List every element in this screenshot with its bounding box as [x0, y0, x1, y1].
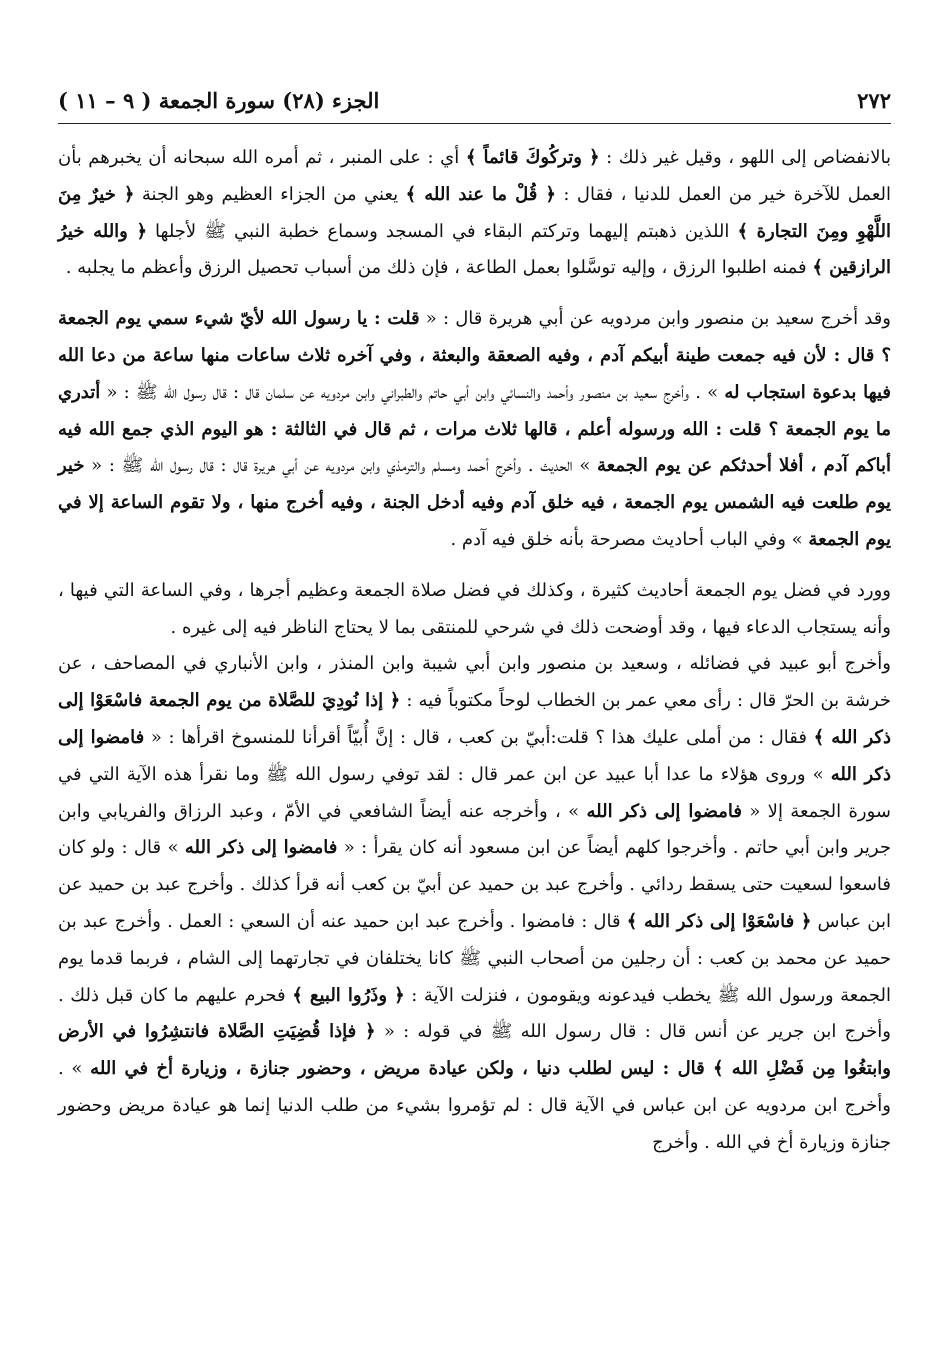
commentary-text: فقال : من أملى عليك هذا ؟ قلت:أبيّ بن كعب ، قال : إنَّ أُبيّاً أقرأنا للمنسوخ اقرأها : «: [144, 726, 814, 748]
page-header: [58, 88, 891, 118]
quoted-text: ﴿ فاسْعَوْا إلى ذكر الله ﴾: [626, 910, 812, 932]
page-body: [58, 140, 891, 1162]
quoted-text: ﴿ فإذا قُضِيَتِ الصَّلاة فانتشِرُوا في الأرض وابتغُوا مِن فَضْلِ الله ﴾ قال : ليس لطلب دنيا ، ولكن عيادة مريض ، وحضور جنازة ، وزيارة أخ في الله: [58, 1021, 891, 1080]
quoted-text: ﴿ خيرٌ مِنَ اللَّهْوِ ومِنَ التجارة ﴾: [58, 183, 892, 242]
paragraph-1: [58, 140, 891, 287]
commentary-text: » وروى هؤلاء ما عدا أبا عبيد عن ابن عمر قال : لقد توفي رسول الله ﷺ وما نقرأ هذه الآية التي في سورة الجمعة إلا «: [58, 763, 892, 822]
commentary-text: » وفي الباب أحاديث مصرحة بأنه خلق فيه آدم .: [450, 528, 809, 550]
quoted-text: فامضوا إلى ذكر الله: [184, 837, 338, 859]
commentary-text: فمنه اطلبوا الرزق ، وإليه توسَّلوا بعمل الطاعة ، فإن ذلك من أسباب تحصيل الرزق وأعظم ما يجلبه .: [65, 257, 813, 279]
commentary-text: » قال : ولو كان فاسعوا لسعيت حتى يسقط ردائي . وأخرج عبد بن حميد عن أبيّ بن كعب أنه قرأ كذلك . وأخرج عبد بن حميد عن ابن عباس: [58, 837, 892, 932]
quoted-text: خير يوم طلعت فيه الشمس يوم الجمعة ، فيه خلق آدم وفيه أدخل الجنة ، وفيه أخرج منها ، ولا تقوم الساعة إلا في يوم الجمعة: [58, 455, 891, 550]
commentary-text: » الحديث . وأخرج أحمد ومسلم والترمذي وابن مردويه عن أبي هريرة قال : قال رسول الله ﷺ : «: [84, 455, 597, 477]
quoted-text: فامضوا إلى ذكر الله: [586, 800, 742, 822]
commentary-text: » . وأخرج سعيد بن منصور وأحمد والنسائي وابن أبي حاتم والطبراني وابن مردويه عن سلمان قال : قال رسول الله ﷺ : «: [100, 381, 725, 403]
quoted-text: ﴿ إذا نُودِيَ للصَّلاة من يوم الجمعة فاسْعَوْا إلى ذكر الله ﴾: [58, 690, 891, 748]
header-rule: [58, 123, 891, 124]
commentary-text: وقد أخرج سعيد بن منصور وابن مردويه عن أبي هريرة قال : «: [419, 308, 891, 330]
quoted-text: ﴿ والله خيرُ الرازقين ﴾: [58, 220, 891, 279]
paragraph-3: [58, 573, 891, 647]
commentary-text: قال : فامضوا . وأخرج عبد ابن حميد عنه أن السعي : العمل . وأخرج عبد بن حميد عن محمد بن كعب : أن رجلين من أصحاب النبي ﷺ كانا يختلفان في تجارتهما إلى الشام ، فربما قدما يوم الجمعة ورسول الله ﷺ يخطب فيدعونه ويقومون ، فنزلت الآية :: [58, 910, 891, 1006]
commentary-text: أي : على المنبر ، ثم أمره الله سبحانه أن يخبرهم بأن العمل للآخرة خير من العمل للدنيا ، فقال :: [58, 147, 892, 205]
running-title: الجزء (٢٨) سورة الجمعة ( ٩ – ١١ ): [58, 88, 380, 113]
commentary-text: » . وأخرج ابن مردويه عن ابن عباس في الآية قال : لم تؤمروا بشيء من طلب الدنيا إنما هو عيادة مريض وحضور جنازة وزيارة أخ في الله . وأخرج: [58, 1058, 891, 1153]
quoted-text: فامضوا إلى ذكر الله: [58, 726, 891, 785]
commentary-text: بالانفضاص إلى اللهو ، وقيل غير ذلك :: [599, 147, 891, 168]
paragraph-4: [58, 646, 891, 1161]
quoted-text: ﴿ وذَرُوا البيع ﴾: [292, 984, 405, 1006]
commentary-text: » ، وأخرجه عنه أيضاً الشافعي في الأمّ ، وعبد الرزاق والفريابي وابن جرير وابن أبي حاتم . وأخرجوا كلهم أيضاً عن ابن مسعود أنه كان يقرأ : «: [58, 800, 891, 859]
commentary-text: اللذين ذهبتم إليهما وتركتم البقاء في المسجد وسماع خطبة النبي ﷺ لأجلها: [147, 220, 738, 242]
quoted-text: ﴿ وتركُوكَ قائماً ﴾: [465, 147, 600, 168]
paragraph-2: [58, 301, 891, 559]
commentary-text: يعني من الجزاء العظيم وهو الجنة: [134, 183, 406, 205]
commentary-text: وورد في فضل يوم الجمعة أحاديث كثيرة ، وكذلك في فضل صلاة الجمعة وعظيم أجرها ، وفي الساعة التي فيها ، وأنه يستجاب الدعاء فيها ، وقد أوضحت ذلك في شرحي للمنتقى بما لا يحتاج الناظر فيه إلى غيره .: [58, 579, 892, 638]
quoted-text: أتدري ما يوم الجمعة ؟ قلت : الله ورسوله أعلم ، قالها ثلاث مرات ، ثم قال في الثالثة : هو اليوم الذي جمع الله فيه أباكم آدم ، أفلا أحدثكم عن يوم الجمعة: [58, 381, 891, 477]
commentary-text: وأخرج أبو عبيد في فضائله ، وسعيد بن منصور وابن أبي شيبة وابن المنذر ، وابن الأنباري في المصاحف ، عن خرشة بن الحرّ قال : رأى معي عمر بن الخطاب لوحاً مكتوباً فيه :: [58, 653, 891, 712]
quoted-text: قلت : يا رسول الله لأيّ شيء سمي يوم الجمعة ؟ قال : لأن فيه جمعت طينة أبيكم آدم ، وفيه الصعقة والبعثة ، وفي آخره ثلاث ساعات منها ساعة من دعا الله فيها بدعوة استجاب له: [58, 308, 891, 403]
quoted-text: ﴿ قُلْ ما عند الله ﴾: [405, 183, 556, 205]
commentary-text: فحرم عليهم ما كان قبل ذلك . وأخرج ابن جرير عن أنس قال : قال رسول الله ﷺ في قوله : «: [58, 984, 891, 1043]
page-number: ٢٧٢: [857, 88, 891, 113]
